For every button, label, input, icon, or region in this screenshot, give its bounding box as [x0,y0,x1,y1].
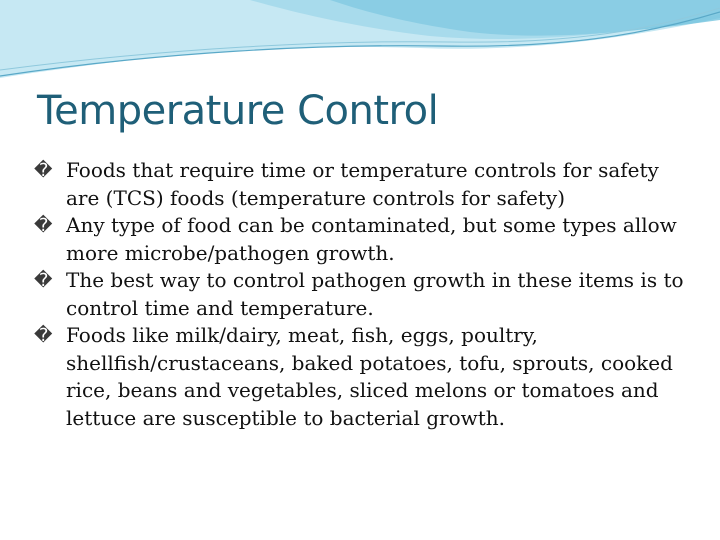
slide-title: Temperature Control [37,88,439,134]
bullet-text: Foods that require time or temperature controls for safety are (TCS) foods (temperature controls for safety) [66,158,659,210]
bullet-icon: � [34,215,53,236]
list-item [34,157,694,212]
bullet-list [34,157,694,432]
bullet-text: Any type of food can be contaminated, but some types allow more microbe/pathogen growth. [66,213,677,265]
header-wave-decoration [0,0,720,80]
list-item [34,212,694,267]
bullet-icon: � [34,160,53,181]
bullet-icon: � [34,270,53,291]
bullet-icon: � [34,325,53,346]
list-item [34,322,694,432]
list-item [34,267,694,322]
bullet-text: Foods like milk/dairy, meat, fish, eggs, poultry, shellfish/crustaceans, baked potatoes, tofu, sprouts, cooked rice, beans and vegetables, sliced melons or tomatoes and lettuce are susceptible to bacterial growth. [66,323,673,430]
bullet-text: The best way to control pathogen growth in these items is to control time and temperature. [66,268,684,320]
